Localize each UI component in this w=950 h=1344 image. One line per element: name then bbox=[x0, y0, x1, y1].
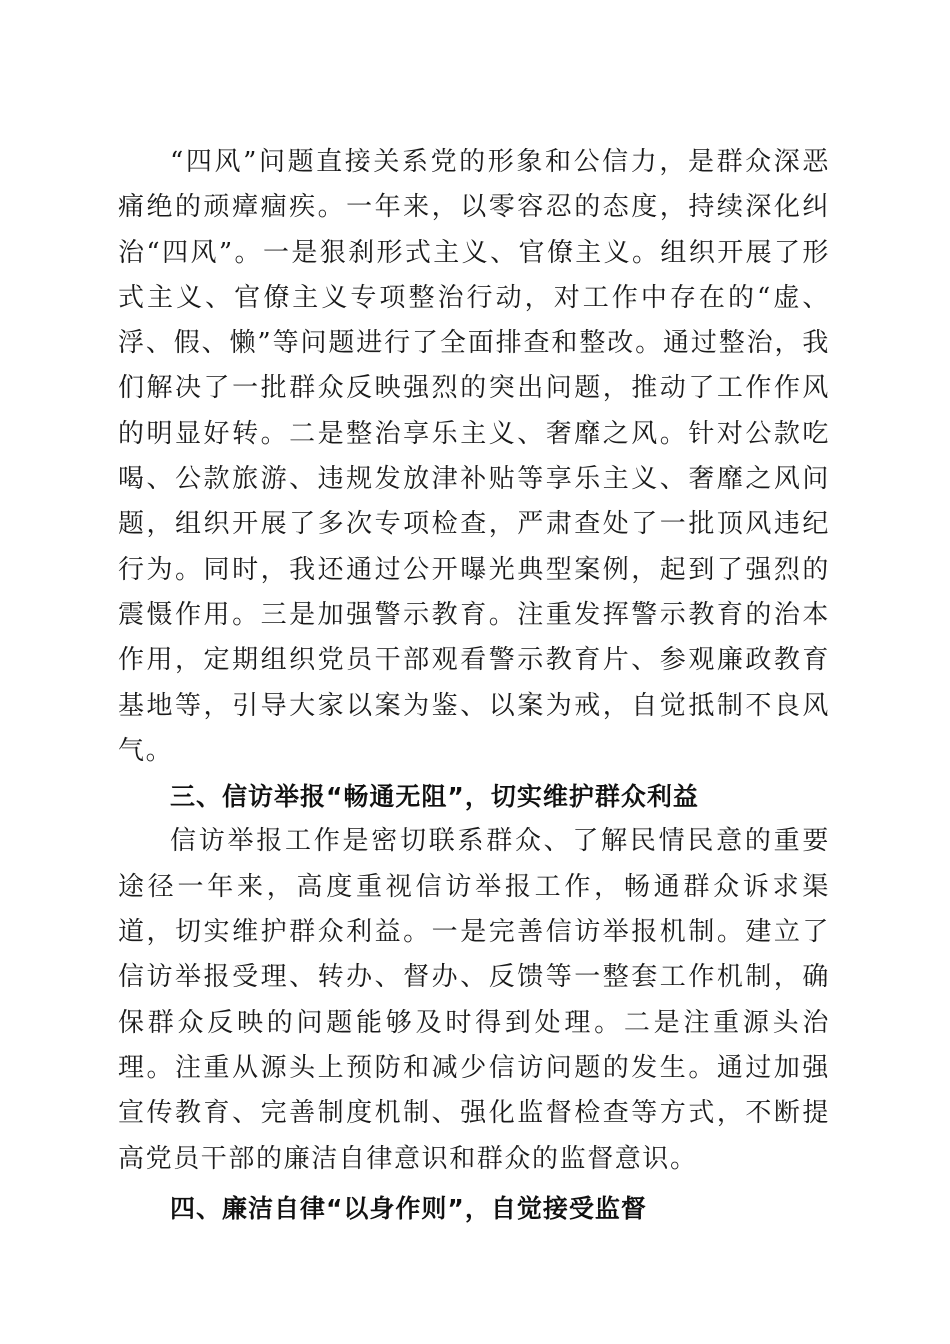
section-heading-petitions: 三、信访举报“畅通无阻”，切实维护群众利益 bbox=[170, 782, 699, 812]
paragraph-four-winds: “四风”问题直接关系党的形象和公信力，是群众深恶痛绝的顽瘴痼疾。一年来，以零容忍的态度，持续深化纠治“四风”。一是狠刹形式主义、官僚主义。组织开展了形式主义、官僚主义专项整治行动，对工作中存在的“虚、浮、假、懒”等问题进行了全面排查和整改。通过整治，我们解决了一批群众反映强烈的突出问题，推动了工作作风的明显好转。二是整治享乐主义、奢靡之风。针对公款吃喝、公款旅游、违规发放津补贴等享乐主义、奢靡之风问题，组织开展了多次专项检查，严肃查处了一批顶风违纪行为。同时，我还通过公开曝光典型案例，起到了强烈的震慑作用。三是加强警示教育。注重发挥警示教育的治本作用，定期组织党员干部观看警示教育片、参观廉政教育基地等，引导大家以案为鉴、以案为戒，自觉抵制不良风气。 bbox=[118, 147, 830, 766]
paragraph-petitions: 信访举报工作是密切联系群众、了解民情民意的重要途径一年来，高度重视信访举报工作，畅通群众诉求渠道，切实维护群众利益。一是完善信访举报机制。建立了信访举报受理、转办、督办、反馈等一整套工作机制，确保群众反映的问题能够及时得到处理。二是注重源头治理。注重从源头上预防和减少信访问题的发生。通过加强宣传教育、完善制度机制、强化监督检查等方式，不断提高党员干部的廉洁自律意识和群众的监督意识。 bbox=[118, 826, 830, 1174]
section-heading-self-discipline: 四、廉洁自律“以身作则”，自觉接受监督 bbox=[170, 1193, 647, 1223]
document-body bbox=[118, 140, 830, 1231]
